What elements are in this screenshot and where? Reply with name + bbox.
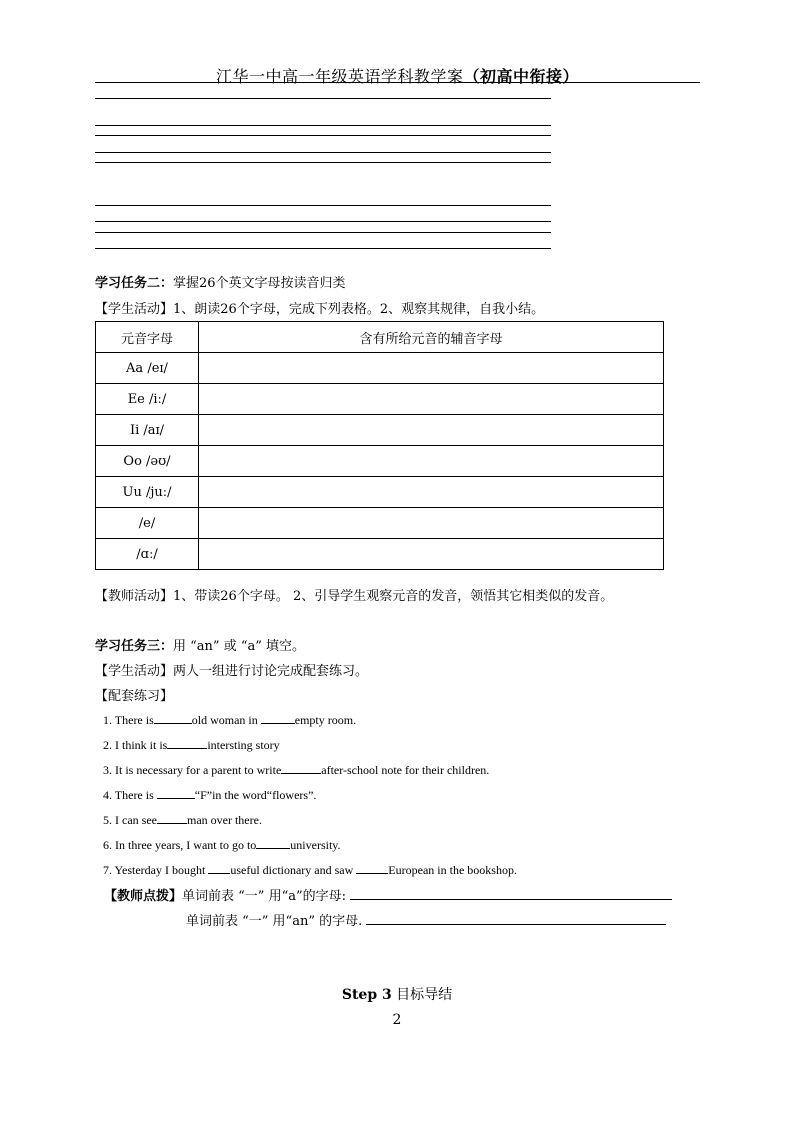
answer-cell[interactable] [199,446,664,477]
step-heading: Step 3 目标导结 [341,987,453,1003]
vowel-cell: /ɑː/ [96,539,199,570]
answer-cell[interactable] [199,539,664,570]
writing-line [95,152,551,153]
table-row [96,353,664,384]
header-title-main: 江华一中高一年级英语学科教学案 [215,67,464,86]
tip-answer-line[interactable] [350,887,672,900]
answer-blank[interactable] [261,711,295,724]
writing-line [95,135,551,136]
table-row [96,539,664,570]
answer-blank[interactable] [157,786,195,799]
vowel-table [95,321,664,570]
tip-answer-line[interactable] [366,912,666,925]
table-header-cell: 含有所给元音的辅音字母 [199,322,664,353]
header-title-paren: （初高中衔接） [463,67,580,86]
answer-cell[interactable] [199,477,664,508]
writing-line [95,248,551,249]
vowel-cell: Uu /juː/ [96,477,199,508]
vowel-cell: Ee /iː/ [96,384,199,415]
task3-student-activity: 【学生活动】两人一组进行讨论完成配套练习。 [95,664,369,679]
table-row [96,477,664,508]
answer-cell[interactable] [199,415,664,446]
writing-line [95,205,551,206]
table-row [96,384,664,415]
vowel-cell: Oo /əʊ/ [96,446,199,477]
answer-blank[interactable] [281,761,321,774]
header-rule [95,82,700,83]
answer-blank[interactable] [157,811,187,824]
answer-cell[interactable] [199,353,664,384]
task2-teacher-activity: 【教师活动】1、带读26个字母。 2、引导学生观察元音的发音，领悟其它相类似的发音。 [95,589,614,604]
task2-student-activity: 【学生活动】1、朗读26个字母，完成下列表格。2、观察其规律，自我小结。 [95,302,545,317]
page-header-title [95,64,700,87]
exercise-item: 1. There is old woman in empty room. [103,713,357,727]
answer-blank[interactable] [356,861,388,874]
exercise-item: 3. It is necessary for a parent to write after-school note for their children. [103,763,490,777]
answer-blank[interactable] [154,711,192,724]
task2-heading: 学习任务二：掌握26个英文字母按读音归类 [95,276,346,291]
vowel-cell: Ii /aɪ/ [96,415,199,446]
task3-heading: 学习任务三：用 “an” 或 “a” 填空。 [95,639,306,654]
writing-line [95,221,551,222]
writing-line [95,125,551,126]
teacher-tip-line-an: 单词前表 “一” 用“an” 的字母. [186,910,666,929]
writing-line [95,232,551,233]
answer-cell[interactable] [199,508,664,539]
exercise-item: 4. There is “F”in the word“flowers”. [103,788,317,802]
table-header-row [96,322,664,353]
table-row [96,446,664,477]
writing-line [95,162,551,163]
page-number: 2 [392,1012,402,1028]
table-row [96,508,664,539]
writing-line [95,98,551,99]
exercise-item: 2. I think it is intersting story [103,738,280,752]
table-header-cell: 元音字母 [96,322,199,353]
practice-title: 【配套练习】 [95,689,174,704]
answer-blank[interactable] [208,861,230,874]
exercise-item: 5. I can see man over there. [103,813,262,827]
vowel-cell: Aa /eɪ/ [96,353,199,384]
exercise-item: 7. Yesterday I bought useful dictionary and saw European in the bookshop. [103,863,517,877]
vowel-cell: /e/ [96,508,199,539]
answer-blank[interactable] [256,836,290,849]
table-row [96,415,664,446]
answer-blank[interactable] [167,736,207,749]
exercise-item: 6. In three years, I want to go to university. [103,838,341,852]
answer-cell[interactable] [199,384,664,415]
teacher-tip-line-a: 【教师点拨】单词前表 “一” 用“a”的字母: [104,885,672,904]
